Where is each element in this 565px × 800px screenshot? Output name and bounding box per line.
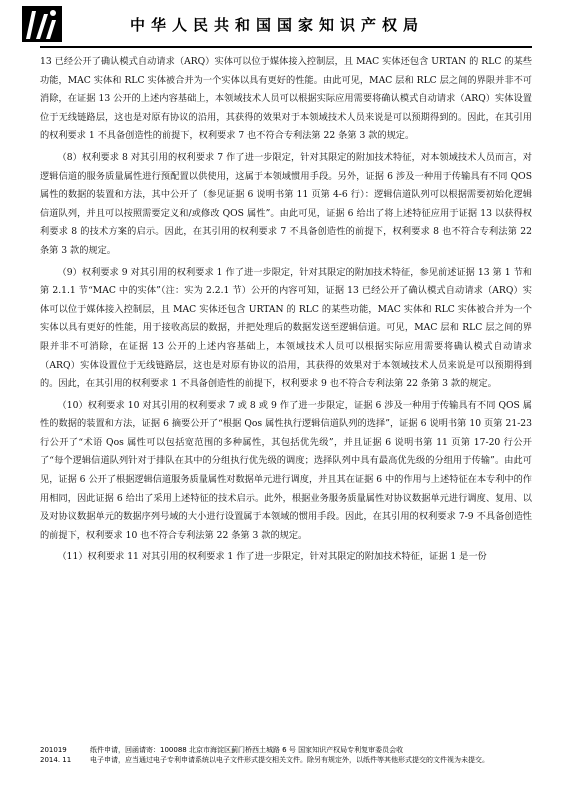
organization-name: 中华人民共和国国家知识产权局 (130, 16, 425, 34)
body-paragraph: （9）权利要求 9 对其引用的权利要求 1 作了进一步限定，针对其限定的附加技术特征，参见前述证据 13 第 1 节和第 2.1.1 节“MAC 中的实体”（注：实为 2.2.1 节）公开的内容可知，证据 13 已经公开了确认模式自动请求（ARQ）实体可以位于媒体接入控制层，且 MAC 实体还包含 URTAN 的 RLC 的某些功能，MAC 实体和 RLC 实体被合并为一个实体以具有更好的性能，用于接收高层的数据，并把处理后的数据发送至逻辑信道。可见，MAC 层和 RLC 层之间的界限并非不可消除，在证据 13 公开的上述内容基础上，本领域技术人员可以根据实际应用需要将确认模式自动请求（ARQ）实体设置位于无线链路层，这也是对原有协议的沿用，其获得的效果对于本领域技术人员来说是可以预期得到的。因此，在其引用的权利要求 1 不具备创造性的前提下，权利要求 9 也不符合专利法第 22 条第 3 款的规定。 (40, 266, 532, 390)
page-footer (40, 746, 532, 765)
form-code: 201019 (40, 746, 67, 754)
header-divider (40, 46, 532, 48)
footer-row (40, 756, 532, 766)
document-body (40, 53, 532, 743)
footer-electronic-instruction: 电子申请，应当通过电子专利申请系统以电子文件形式提交相关文件。除另有规定外，以纸件等其他形式提交的文件视为未提交。 (90, 755, 489, 764)
footer-mail-instruction: 纸件申请，回函请寄：100088 北京市海淀区蓟门桥西土城路 6 号 国家知识产权局专利复审委员会收 (90, 746, 404, 754)
footer-row (40, 746, 532, 756)
form-date: 2014. 11 (40, 755, 72, 764)
body-paragraph: （11）权利要求 11 对其引用的权利要求 1 作了进一步限定，针对其限定的附加技术特征，证据 1 是一份 (57, 551, 487, 563)
body-paragraph: （8）权利要求 8 对其引用的权利要求 7 作了进一步限定，针对其限定的附加技术特征，对本领域技术人员而言，对逻辑信道的服务质量属性进行预配置以供使用，这属于本领域惯用手段。另外，证据 6 涉及一种用于传输具有不同 QOS 属性的数据的装置和方法，其中公开了（参见证据 6 说明书第 11 页第 4-6 行）：逻辑信道队列可以根据需要初始化逻辑信道队列，并且可以按照需要定义和/或修改 QOS 属性”。由此可见，证据 6 给出了将上述特征应用于证据 13 以获得权利要求 8 的技术方案的启示。因此，在其引用的权利要求 7 不具备创造性的前提下，权利要求 8 也不符合专利法第 22 条第 3 款的规定。 (40, 151, 532, 256)
body-paragraph: （10）权利要求 10 对其引用的权利要求 7 或 8 或 9 作了进一步限定，证据 6 涉及一种用于传输具有不同 QOS 属性的数据的装置和方法，证据 6 摘要公开了“根据 Qos 属性执行逻辑信道队列的选择”，证据 6 说明书第 10 页第 21-23 行公开了“术语 Qos 属性可以包括宽范围的多种属性，其包括优先级”，并且证据 6 说明书第 11 页第 17-20 行公开了“每个逻辑信道队列针对于排队在其中的分组执行优先级的调度；选择队列中具有最高优先级的分组用于传输”。由此可见，证据 6 公开了根据逻辑信道服务质量属性对数据单元进行调度，并且其在证据 6 中的作用与上述特征在本专利中的作用相同，因此证据 6 给出了采用上述特征的技术启示。此外，根据业务服务质量属性对协议数据单元进行调度、复用、以及对协议数据单元的数据序列号域的大小进行设置属于本领域的惯用手段。因此，在其引用的权利要求 7-9 不具备创造性的前提下，权利要求 10 也不符合专利法第 22 条第 3 款的规定。 (40, 399, 532, 541)
cnipa-logo-icon (22, 6, 62, 42)
body-paragraph: 13 已经公开了确认模式自动请求（ARQ）实体可以位于媒体接入控制层，且 MAC 实体还包含 URTAN 的 RLC 的某些功能，MAC 实体和 RLC 实体被合并为一个实体以具有更好的性能。由此可见，MAC 层和 RLC 层之间的界限并非不可消除，在证据 13 公开的上述内容基础上，本领域技术人员可以根据实际应用需要将确认模式自动请求（ARQ）实体设置位于无线链路层，这也是对原有协议的沿用，其获得的效果对于本领域技术人员来说是可以预期得到的。因此，在其引用的权利要求 1 不具备创造性的前提下，权利要求 7 也不符合专利法第 22 条第 3 款的规定。 (40, 56, 532, 142)
page-header (0, 0, 565, 46)
